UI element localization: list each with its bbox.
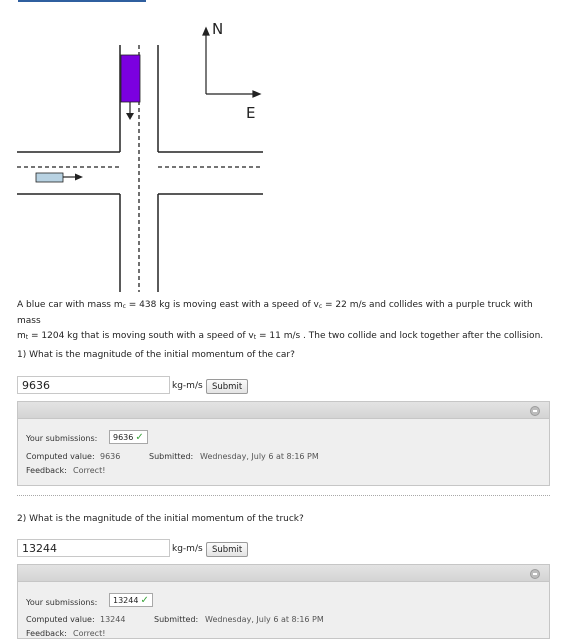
submitted-value: Wednesday, July 6 at 8:16 PM	[205, 615, 324, 624]
question-1-answer-input[interactable]	[17, 376, 170, 394]
car-arrow-head-icon	[75, 174, 83, 181]
north-label: N	[212, 20, 224, 38]
check-icon: ✓	[140, 595, 149, 606]
north-arrow-icon	[203, 28, 209, 35]
collapse-icon[interactable]	[530, 569, 540, 579]
panel-header	[18, 402, 549, 419]
submission-value: 9636	[113, 433, 134, 442]
feedback-value: Correct!	[73, 629, 106, 638]
question-1-unit: kg-m/s	[172, 381, 203, 391]
submitted-label: Submitted:	[149, 452, 194, 461]
your-submissions-label: Your submissions:	[26, 434, 98, 443]
question-separator	[17, 495, 550, 496]
check-icon: ✓	[135, 432, 144, 443]
top-link-underline[interactable]	[18, 0, 146, 2]
problem-line-2: $m_t = 1204$ kg that is moving south with a speed of $v_t = 11$ m/s . The two collide and lock together after the collision.	[17, 331, 544, 341]
east-label: E	[246, 104, 256, 122]
question-1-submit-button[interactable]: Submit	[206, 379, 248, 394]
question-2-answer-input[interactable]	[17, 539, 170, 557]
compass	[203, 28, 260, 97]
feedback-label: Feedback:	[26, 629, 67, 638]
problem-statement	[17, 298, 552, 345]
question-1-text: 1) What is the magnitude of the initial momentum of the car?	[17, 350, 295, 360]
submission-box	[109, 430, 148, 444]
your-submissions-label: Your submissions:	[26, 598, 98, 607]
question-2-text: 2) What is the magnitude of the initial momentum of the truck?	[17, 514, 304, 524]
intersection-diagram	[0, 10, 300, 295]
panel-header	[18, 565, 549, 582]
computed-value: 13244	[100, 615, 126, 624]
collapse-icon[interactable]	[530, 406, 540, 416]
east-arrow-icon	[253, 91, 260, 97]
computed-value-label: Computed value:	[26, 452, 95, 461]
question-2-submit-button[interactable]: Submit	[206, 542, 248, 557]
feedback-value: Correct!	[73, 466, 106, 475]
computed-value: 9636	[100, 452, 121, 461]
submission-box	[109, 593, 153, 607]
submitted-label: Submitted:	[154, 615, 199, 624]
submitted-value: Wednesday, July 6 at 8:16 PM	[200, 452, 319, 461]
question-1-feedback-panel	[17, 401, 550, 486]
computed-value-label: Computed value:	[26, 615, 95, 624]
truck-arrow-head-icon	[126, 113, 134, 120]
submission-value: 13244	[113, 596, 139, 605]
feedback-label: Feedback:	[26, 466, 67, 475]
question-2-unit: kg-m/s	[172, 544, 203, 554]
question-2-feedback-panel	[17, 564, 550, 639]
problem-line-1: A blue car with mass $m_c = 438$ kg is moving east with a speed of $v_c = 22$ m/s and collides with a purple truck with mass	[17, 300, 533, 326]
purple-truck	[121, 55, 140, 102]
blue-car	[36, 173, 63, 182]
